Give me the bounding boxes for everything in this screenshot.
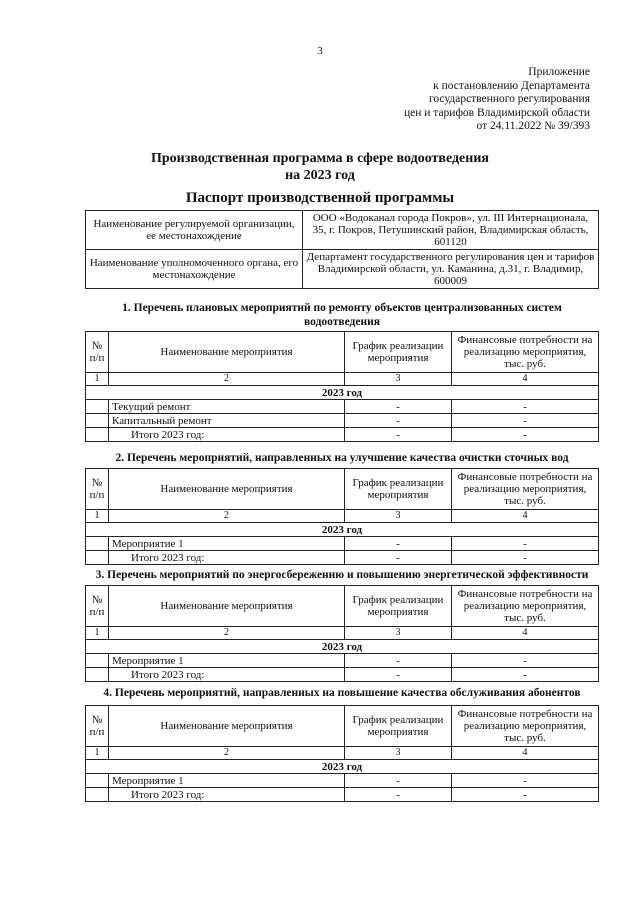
appendix-line: Приложение <box>528 66 590 78</box>
col-num-4: 4 <box>452 510 599 523</box>
appendix-line: цен и тарифов Владимирской области <box>403 106 590 119</box>
title-line: на 2023 год <box>285 168 355 183</box>
section-2-table <box>85 468 599 565</box>
appendix-line: государственного регулирования <box>428 93 590 105</box>
passport-table <box>85 210 599 289</box>
col-num-1: 1 <box>86 373 109 386</box>
total-label: Итого 2023 год: <box>109 668 345 682</box>
total-schedule: - <box>345 668 452 682</box>
section-4-title: 4. Перечень мероприятий, направленных на повышение качества обслуживания абонентов <box>103 687 581 699</box>
row-name: Мероприятие 1 <box>109 654 345 668</box>
header-row <box>86 586 599 627</box>
appendix-line: к постановлению Департамента <box>433 79 590 92</box>
row-finance: - <box>452 400 599 414</box>
column-number-row <box>86 373 599 386</box>
passport-row-authority <box>86 250 599 289</box>
col-num-2: 2 <box>109 510 345 523</box>
total-label: Итого 2023 год: <box>109 428 345 442</box>
year-row <box>86 386 599 400</box>
total-row <box>86 668 599 682</box>
header-row <box>86 706 599 747</box>
column-number-row <box>86 510 599 523</box>
col-num-3: 3 <box>345 627 452 640</box>
total-finance: - <box>452 551 599 565</box>
header-name: Наименование мероприятия <box>109 332 345 373</box>
row-finance: - <box>452 774 599 788</box>
authority-value: Департамент государственного регулирования цен и тарифов Владимирской области, ул. Каманина, д.31, г. Владимир, 600009 <box>303 250 599 289</box>
row-schedule: - <box>345 654 452 668</box>
col-num-3: 3 <box>345 373 452 386</box>
org-label: Наименование регулируемой организации, ее местонахождение <box>86 211 303 250</box>
document-title <box>0 150 640 184</box>
year-label: 2023 год <box>86 640 599 654</box>
total-row <box>86 788 599 802</box>
row-name: Мероприятие 1 <box>109 537 345 551</box>
appendix-block <box>360 66 590 134</box>
header-finance: Финансовые потребности на реализацию мероприятия, тыс. руб. <box>452 332 599 373</box>
row-schedule: - <box>345 400 452 414</box>
col-num-4: 4 <box>452 627 599 640</box>
header-row <box>86 469 599 510</box>
section-3-table <box>85 585 599 682</box>
header-schedule: График реализации мероприятия <box>345 332 452 373</box>
section-2-title: 2. Перечень мероприятий, направленных на улучшение качества очистки сточных вод <box>115 452 569 464</box>
header-no: № п/п <box>86 332 109 373</box>
total-row <box>86 551 599 565</box>
row-finance: - <box>452 654 599 668</box>
table-row <box>86 654 599 668</box>
table-row <box>86 774 599 788</box>
org-value: ООО «Водоканал города Покров», ул. III Интернационала, 35, г. Покров, Петушинский район, Владимирская область, 601120 <box>303 211 599 250</box>
year-row <box>86 640 599 654</box>
section-1-table <box>85 331 599 442</box>
col-num-1: 1 <box>86 510 109 523</box>
row-schedule: - <box>345 414 452 428</box>
total-label: Итого 2023 год: <box>109 551 345 565</box>
header-finance: Финансовые потребности на реализацию мероприятия, тыс. руб. <box>452 706 599 747</box>
col-num-1: 1 <box>86 627 109 640</box>
column-number-row <box>86 747 599 760</box>
authority-label: Наименование уполномоченного органа, его местонахождение <box>86 250 303 289</box>
table-row <box>86 414 599 428</box>
col-num-3: 3 <box>345 747 452 760</box>
year-row <box>86 760 599 774</box>
header-schedule: График реализации мероприятия <box>345 586 452 627</box>
total-row <box>86 428 599 442</box>
year-label: 2023 год <box>86 760 599 774</box>
header-schedule: График реализации мероприятия <box>345 469 452 510</box>
header-no: № п/п <box>86 586 109 627</box>
section-4-table <box>85 705 599 802</box>
col-num-3: 3 <box>345 510 452 523</box>
title-line: Производственная программа в сфере водоотведения <box>151 151 489 166</box>
year-row <box>86 523 599 537</box>
year-label: 2023 год <box>86 523 599 537</box>
total-finance: - <box>452 668 599 682</box>
total-schedule: - <box>345 428 452 442</box>
column-number-row <box>86 627 599 640</box>
col-num-2: 2 <box>109 373 345 386</box>
header-name: Наименование мероприятия <box>109 706 345 747</box>
col-num-2: 2 <box>109 747 345 760</box>
header-finance: Финансовые потребности на реализацию мероприятия, тыс. руб. <box>452 586 599 627</box>
passport-row-org <box>86 211 599 250</box>
row-name: Мероприятие 1 <box>109 774 345 788</box>
col-num-2: 2 <box>109 627 345 640</box>
header-finance: Финансовые потребности на реализацию мероприятия, тыс. руб. <box>452 469 599 510</box>
table-row <box>86 400 599 414</box>
total-schedule: - <box>345 788 452 802</box>
section-1-title: 1. Перечень плановых мероприятий по ремонту объектов централизованных систем водоотведения <box>122 302 562 328</box>
row-name: Капитальный ремонт <box>109 414 345 428</box>
header-schedule: График реализации мероприятия <box>345 706 452 747</box>
header-name: Наименование мероприятия <box>109 469 345 510</box>
appendix-line: от 24.11.2022 № 39/393 <box>476 120 590 132</box>
page-number: 3 <box>317 45 323 57</box>
header-name: Наименование мероприятия <box>109 586 345 627</box>
header-no: № п/п <box>86 469 109 510</box>
passport-heading: Паспорт производственной программы <box>185 190 455 206</box>
header-row <box>86 332 599 373</box>
table-row <box>86 537 599 551</box>
section-3-title: 3. Перечень мероприятий по энергосбережению и повышению энергетической эффективности <box>95 569 589 581</box>
header-no: № п/п <box>86 706 109 747</box>
col-num-1: 1 <box>86 747 109 760</box>
row-name: Текущий ремонт <box>109 400 345 414</box>
year-label: 2023 год <box>86 386 599 400</box>
total-finance: - <box>452 428 599 442</box>
row-finance: - <box>452 537 599 551</box>
row-schedule: - <box>345 537 452 551</box>
row-schedule: - <box>345 774 452 788</box>
total-label: Итого 2023 год: <box>109 788 345 802</box>
col-num-4: 4 <box>452 747 599 760</box>
total-finance: - <box>452 788 599 802</box>
total-schedule: - <box>345 551 452 565</box>
col-num-4: 4 <box>452 373 599 386</box>
row-finance: - <box>452 414 599 428</box>
